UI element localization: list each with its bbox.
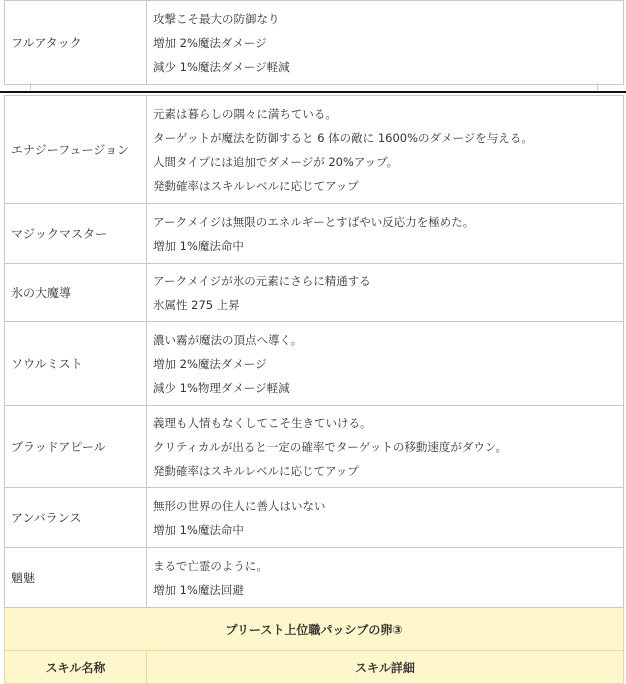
skill-detail: [147, 96, 624, 204]
detail-line: 減少 1%物理ダメージ軽減: [153, 380, 290, 395]
skill-table: [4, 95, 624, 684]
table-row: [5, 322, 624, 406]
skill-detail: [147, 264, 624, 322]
table-row: [5, 264, 624, 322]
column-header-skill-detail: スキル詳細: [147, 651, 624, 684]
table-row: [5, 488, 624, 548]
table-row: [5, 96, 624, 204]
detail-line: 無形の世界の住人に善人はいない: [153, 498, 326, 513]
detail-line: アークメイジは無限のエネルギーとすばやい反応力を極めた。: [153, 214, 475, 229]
detail-line: ターゲットが魔法を防御すると 6 体の敵に 1600%のダメージを与える。: [153, 130, 533, 145]
skill-detail: [147, 204, 624, 264]
detail-line: クリティカルが出ると一定の確率でターゲットの移動速度がダウン。: [153, 439, 507, 454]
column-header-skill-name: スキル名称: [5, 651, 147, 684]
detail-line: 発動確率はスキルレベルに応じてアップ: [153, 178, 359, 193]
skill-name: アンバランス: [5, 488, 147, 548]
detail-line: 増加 2%魔法ダメージ: [153, 356, 267, 371]
detail-line: 発動確率はスキルレベルに応じてアップ: [153, 463, 359, 478]
skill-detail: [147, 488, 624, 548]
skill-name: フルアタック: [5, 1, 147, 85]
skill-detail: [147, 322, 624, 406]
table-border-fragment: [597, 83, 598, 90]
skill-detail: [147, 406, 624, 488]
skill-name: 氷の大魔導: [5, 264, 147, 322]
skill-name: エナジーフュージョン: [5, 96, 147, 204]
detail-line: 増加 2%魔法ダメージ: [153, 35, 267, 50]
detail-line: 増加 1%魔法命中: [153, 238, 244, 253]
table-row: [5, 204, 624, 264]
detail-line: 攻撃こそ最大の防御なり: [153, 11, 280, 26]
skill-detail: [147, 1, 624, 85]
detail-line: 元素は暮らしの隅々に満ちている。: [153, 106, 337, 121]
detail-line: 義理も人情もなくしてこそ生きていける。: [153, 415, 372, 430]
skill-table-top: [4, 0, 624, 85]
section-title-row: [5, 608, 624, 651]
section-divider: [0, 91, 626, 93]
section-title: プリースト上位職パッシブの卵③: [5, 608, 624, 651]
table-border-fragment: [30, 83, 31, 90]
skill-name: ブラッドアピール: [5, 406, 147, 488]
detail-line: 氷属性 275 上昇: [153, 297, 240, 312]
table-row: [5, 406, 624, 488]
skill-name: 魑魅: [5, 548, 147, 608]
table-row: [5, 548, 624, 608]
detail-line: 増加 1%魔法命中: [153, 522, 244, 537]
detail-line: 減少 1%魔法ダメージ軽減: [153, 59, 290, 74]
skill-name: ソウルミスト: [5, 322, 147, 406]
skill-detail: [147, 548, 624, 608]
detail-line: 濃い霧が魔法の頂点へ導く。: [153, 332, 303, 347]
detail-line: まるで亡霊のように。: [153, 558, 268, 573]
skill-name: マジックマスター: [5, 204, 147, 264]
detail-line: 増加 1%魔法回避: [153, 582, 244, 597]
detail-line: アークメイジが氷の元素にさらに精通する: [153, 273, 371, 288]
table-row: [5, 1, 624, 85]
detail-line: 人間タイプには追加でダメージが 20%アップ。: [153, 154, 399, 169]
